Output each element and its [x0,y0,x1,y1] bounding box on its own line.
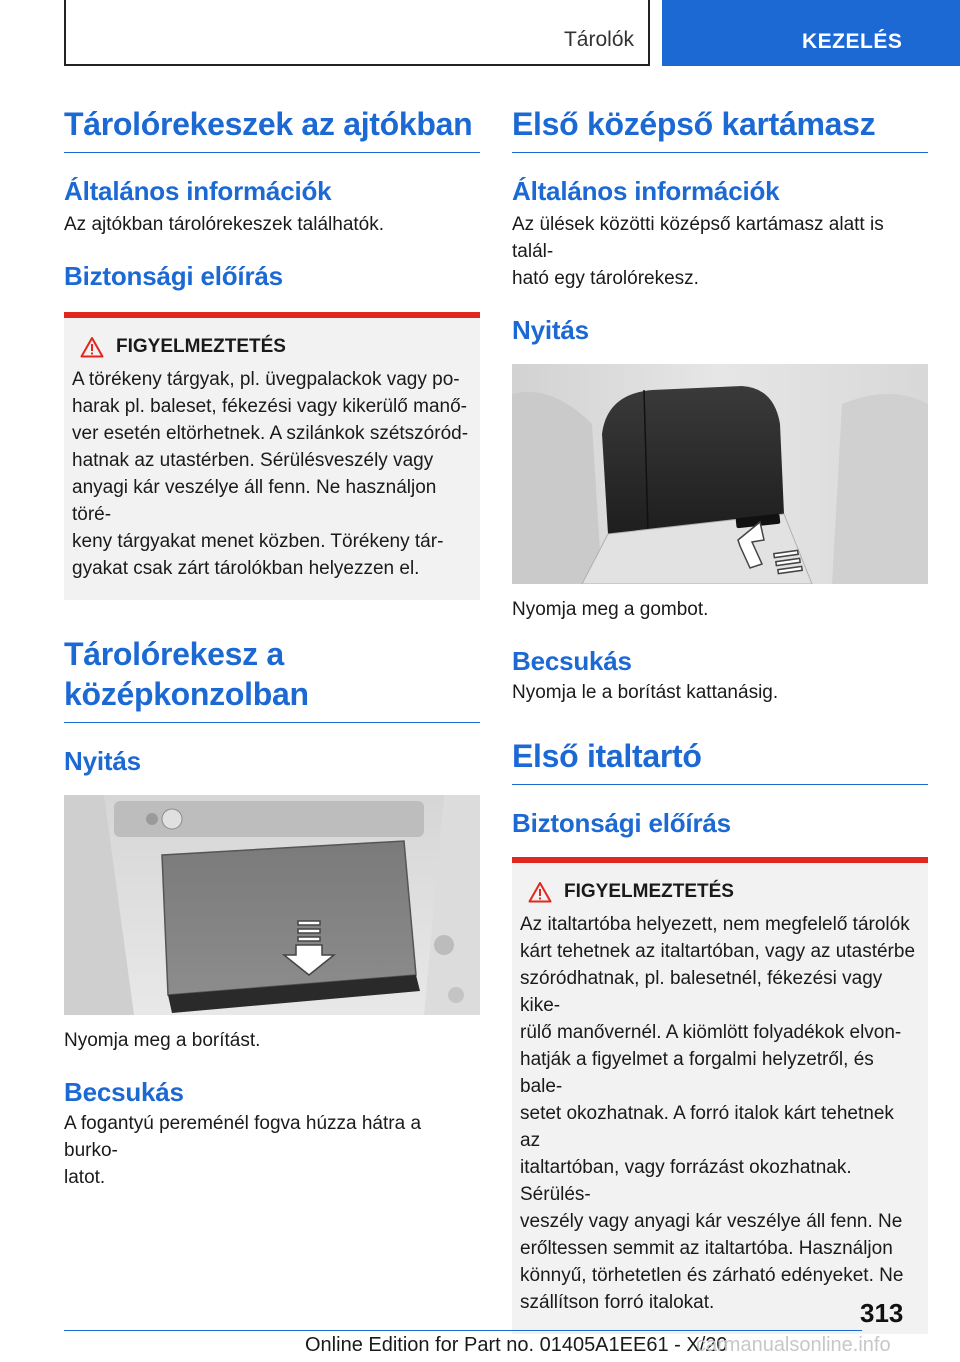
warning-title-text: FIGYELMEZTETÉS [116,336,286,357]
footer-watermark: carmanualsonline.info [696,1334,891,1356]
heading-line: középkonzolban [64,676,309,712]
warning-title-text: FIGYELMEZTETÉS [564,881,734,902]
heading-safety: Biztonsági előírás [512,808,731,838]
warning-line: veszély vagy anyagi kár veszélye áll fenn. Ne [520,1211,903,1232]
warning-line: szállítson forró italokat. [520,1292,715,1313]
text-line: A fogantyú pereménél fogva húzza hátra a burko- [64,1113,422,1161]
warning-line: hatnak az utastérben. Sérülésveszély vagy [72,450,434,471]
warning-line: szóródhatnak, pl. balesetnél, fékezési vagy kike- [520,968,883,1016]
warning-line: gyakat csak zárt tárolókban helyezzen el. [72,558,420,579]
heading-open: Nyitás [64,746,141,776]
warning-title [528,881,918,903]
text-line: latot. [64,1167,106,1188]
heading-open: Nyitás [512,315,589,345]
heading-close: Becsukás [512,646,632,676]
warning-line: hatják a figyelmet a forgalmi helyzetről, és bale- [520,1049,874,1097]
open-caption: Nyomja meg a gombot. [512,599,709,620]
heading-general-info: Általános információk [64,176,332,206]
warning-triangle-icon [80,336,104,358]
warning-line: setet okozhatnak. A forró italok kárt tehetnek az [520,1103,894,1151]
page-header [64,0,960,66]
general-info-text: Az ajtókban tárolórekeszek találhatók. [64,214,385,235]
left-column [64,100,480,1191]
right-column [512,100,928,1334]
armrest-photo [512,364,928,584]
footer-divider [64,1330,862,1331]
heading-armrest: Első középső kartámasz [512,104,928,153]
heading-door-storage: Tárolórekeszek az ajtókban [64,104,480,153]
warning-line: könnyű, törhetetlen és zárható edényeket. Ne [520,1265,904,1286]
warning-text [72,366,470,582]
text-line: ható egy tárolórekesz. [512,268,699,289]
heading-safety: Biztonsági előírás [64,261,283,291]
warning-line: rülő manővernél. A kiömlött folyadékok elvon- [520,1022,902,1043]
warning-line: Az italtartóba helyezett, nem megfelelő tárolók [520,914,910,935]
heading-line: Tárolórekesz a [64,636,284,672]
heading-close: Becsukás [64,1077,184,1107]
header-section-tab: KEZELÉS [662,0,960,66]
warning-line: erőltessen semmit az italtartóba. Használjon [520,1238,893,1259]
heading-cupholder: Első italtartó [512,736,928,785]
warning-line: kárt tehetnek az italtartóban, vagy az utastérbe [520,941,916,962]
header-frame [64,0,650,66]
warning-triangle-icon [528,881,552,903]
footer-edition: Online Edition for Part no. 01405A1EE61 - X/20 [305,1334,728,1356]
close-text [64,1110,480,1191]
warning-box [512,857,928,1334]
heading-general-info: Általános információk [512,176,780,206]
header-chapter-title: Tárolók [563,28,634,51]
close-text: Nyomja le a borítást kattanásig. [512,682,779,703]
warning-box [64,312,480,600]
console-storage-photo [64,795,480,1015]
warning-line: italtartóban, vagy forrázást okozhatnak. Sérülés- [520,1157,852,1205]
warning-text [520,911,918,1316]
text-line: Az ülések közötti középső kartámasz alatt is talál- [512,214,884,262]
warning-line: ver esetén eltörhetnek. A szilánkok szétszóród- [72,423,469,444]
warning-line: harak pl. baleset, fékezési vagy kikerülő manő- [72,396,467,417]
warning-line: keny tárgyakat menet közben. Törékeny tár- [72,531,444,552]
console-illustration [64,795,480,1015]
heading-console-storage [64,634,480,723]
armrest-illustration [512,364,928,584]
page-number: 313 [860,1298,904,1328]
warning-line: A törékeny tárgyak, pl. üvegpalackok vagy po- [72,369,460,390]
warning-title [80,336,470,358]
open-caption: Nyomja meg a borítást. [64,1030,261,1051]
armrest-info-text [512,211,928,292]
warning-line: anyagi kár veszélye áll fenn. Ne használjon töré- [72,477,437,525]
